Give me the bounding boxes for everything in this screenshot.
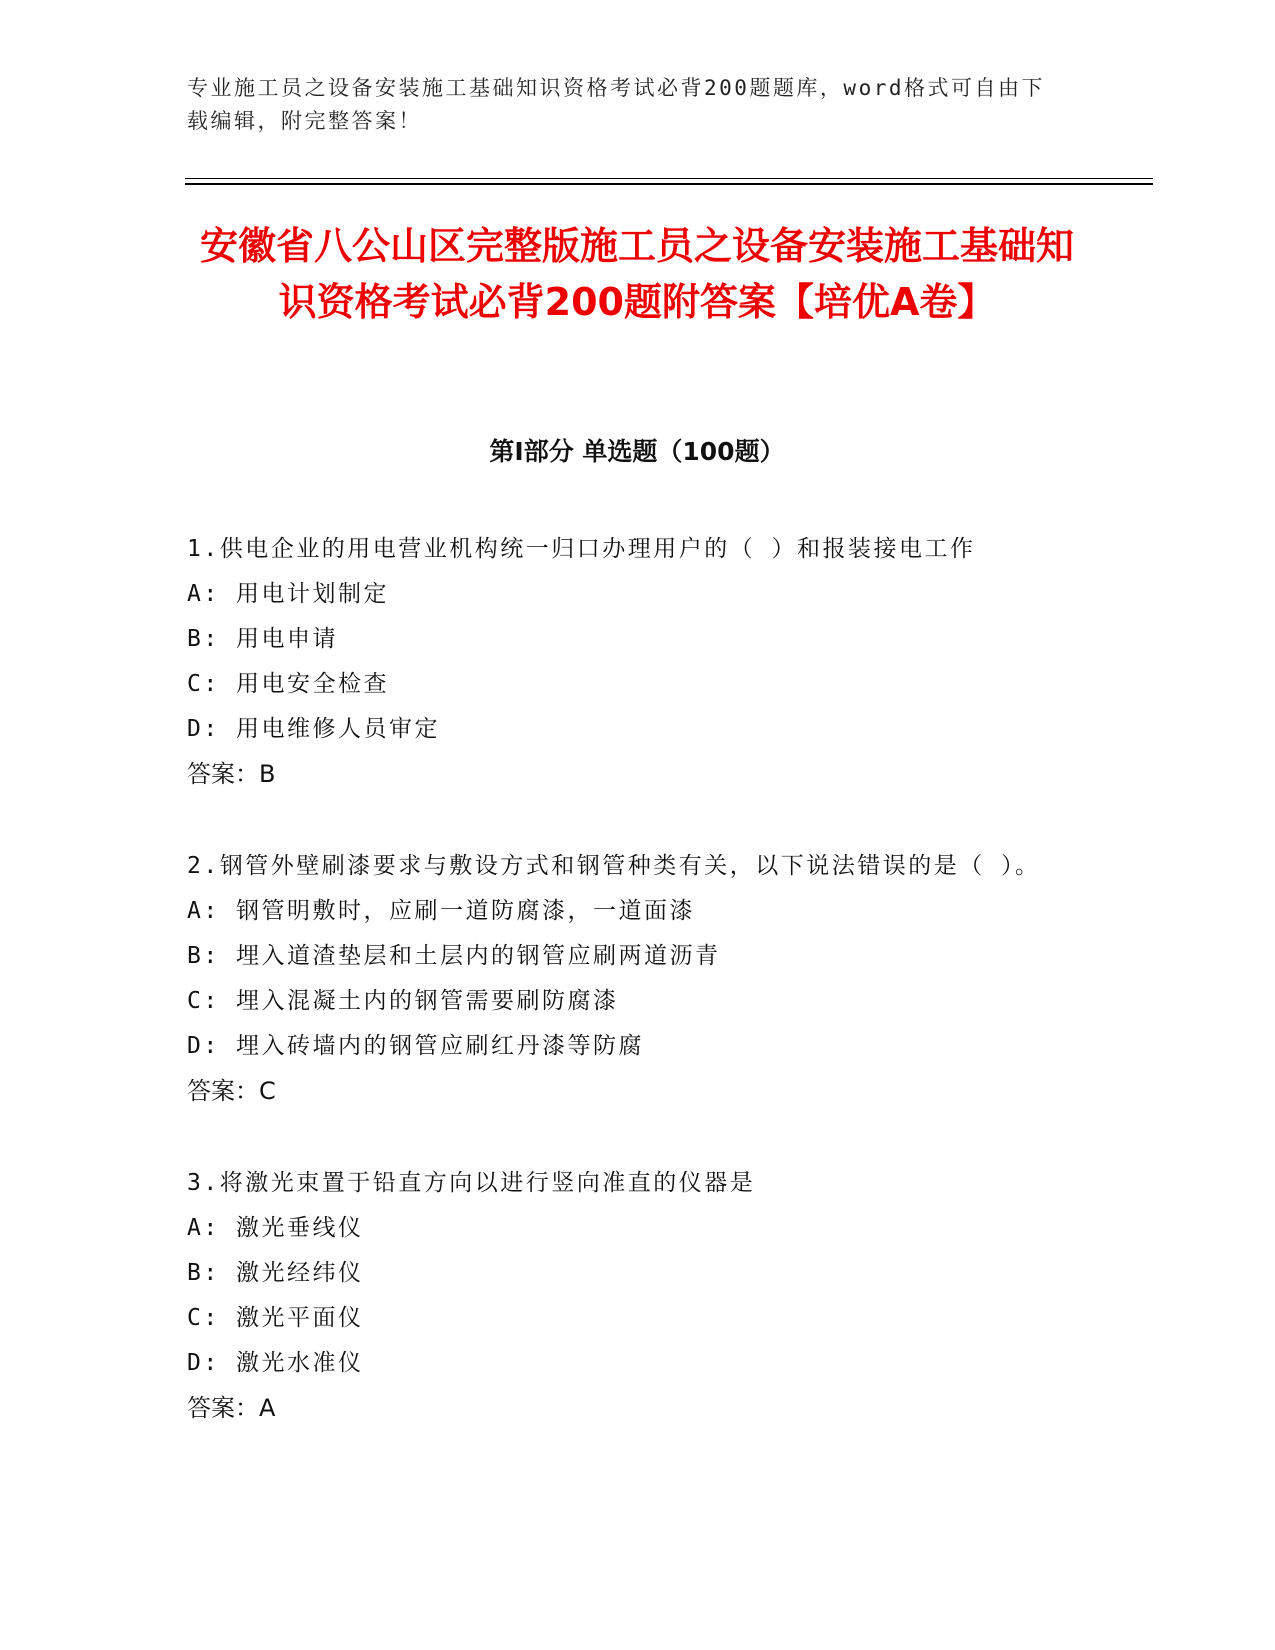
question-list <box>187 527 1147 1478</box>
section-heading: 第Ⅰ部分 单选题（100题） <box>489 437 785 466</box>
question-stem: 2.钢管外壁刷漆要求与敷设方式和钢管种类有关，以下说法错误的是（ ）。 <box>187 853 1041 879</box>
header-divider-thick <box>185 183 1153 185</box>
document-title: 安徽省八公山区完整版施工员之设备安装施工基础知识资格考试必背200题附答案【培优A卷】 <box>199 224 1074 324</box>
header-intro: 专业施工员之设备安装施工基础知识资格考试必背200题题库，word格式可自由下载编辑，附完整答案！ <box>187 76 1045 133</box>
option-b: B: 用电申请 <box>187 626 339 652</box>
question-2 <box>187 844 1147 1114</box>
question-stem: 1.供电企业的用电营业机构统一归口办理用户的（ ）和报装接电工作 <box>187 536 976 562</box>
option-d: D: 埋入砖墙内的钢管应刷红丹漆等防腐 <box>187 1033 645 1059</box>
option-d: D: 用电维修人员审定 <box>187 716 441 742</box>
option-a: A: 激光垂线仪 <box>187 1215 364 1241</box>
answer: 答案：A <box>187 1394 276 1422</box>
option-b: B: 激光经纬仪 <box>187 1260 364 1286</box>
answer: 答案：C <box>187 1077 276 1105</box>
option-a: A: 钢管明敷时，应刷一道防腐漆，一道面漆 <box>187 898 696 924</box>
question-stem: 3.将激光束置于铅直方向以进行竖向准直的仪器是 <box>187 1170 756 1196</box>
question-3 <box>187 1161 1147 1431</box>
option-d: D: 激光水准仪 <box>187 1350 364 1376</box>
option-b: B: 埋入道渣垫层和土层内的钢管应刷两道沥青 <box>187 943 721 969</box>
answer: 答案：B <box>187 760 276 788</box>
option-c: C: 激光平面仪 <box>187 1305 364 1331</box>
option-c: C: 埋入混凝土内的钢管需要刷防腐漆 <box>187 988 619 1014</box>
question-1 <box>187 527 1147 797</box>
option-a: A: 用电计划制定 <box>187 581 390 607</box>
header-divider-thin <box>185 178 1153 179</box>
option-c: C: 用电安全检查 <box>187 671 390 697</box>
